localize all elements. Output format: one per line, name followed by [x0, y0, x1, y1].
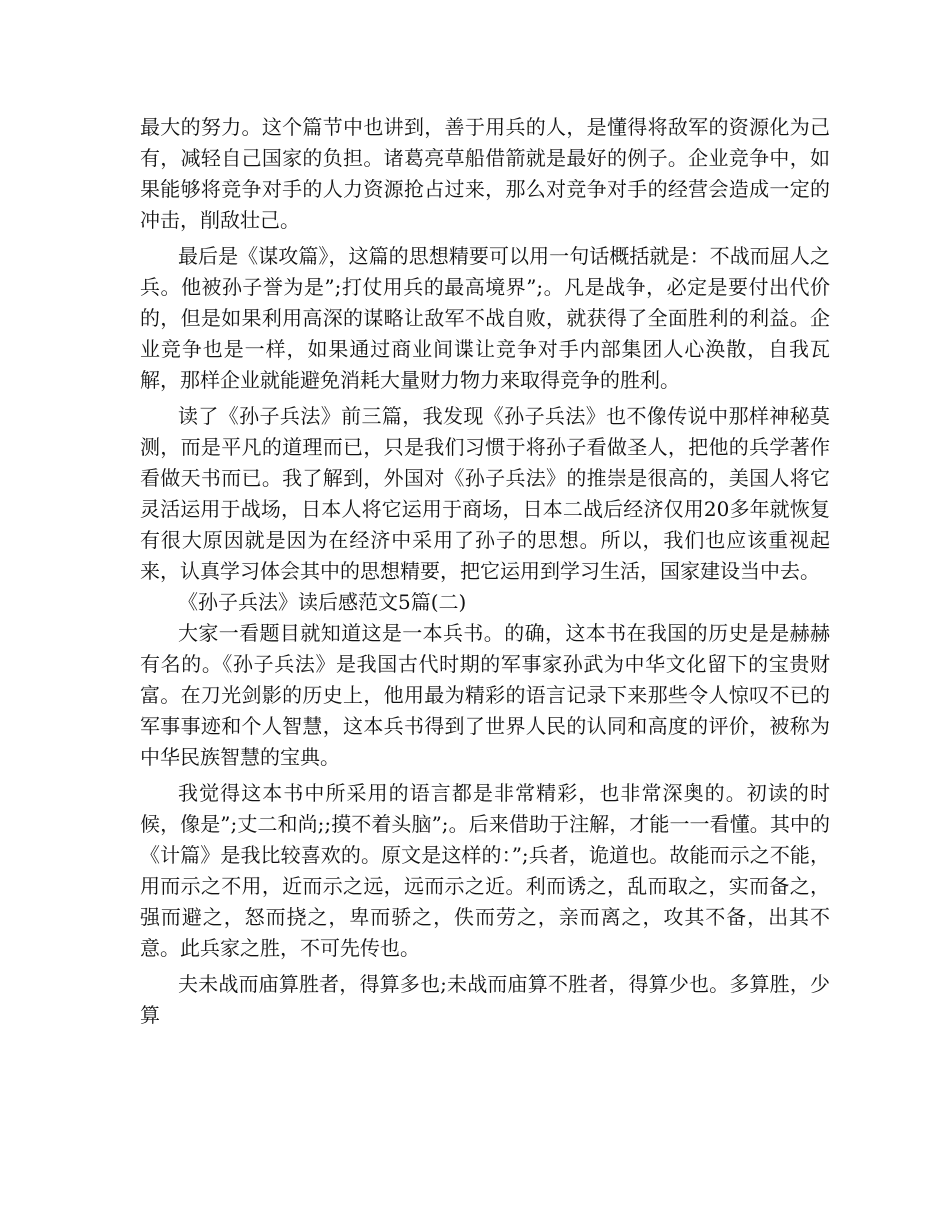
- paragraph-2: 最后是《谋攻篇》，这篇的思想精要可以用一句话概括就是：不战而屈人之兵。他被孙子誉为是”;打仗用兵的最高境界”;。凡是战争，必定是要付出代价的，但是如果利用高深的谋略让敌军不战自败，就获得了全面胜利的利益。企业竞争也是一样，如果通过商业间谍让竞争对手内部集团人心涣散，自我瓦解，那样企业就能避免消耗大量财力物力来取得竞争的胜利。: [140, 244, 830, 392]
- paragraph-4: 大家一看题目就知道这是一本兵书。的确，这本书在我国的历史是是赫赫有名的。《孙子兵法》是我国古代时期的军事家孙武为中华文化留下的宝贵财富。在刀光剑影的历史上，他用最为精彩的语言记录下来那些令人惊叹不已的军事事迹和个人智慧，这本兵书得到了世界人民的认同和高度的评价，被称为中华民族智慧的宝典。: [140, 621, 830, 769]
- paragraph-6: 夫未战而庙算胜者，得算多也;未战而庙算不胜者，得算少也。多算胜，少算: [140, 972, 830, 1027]
- paragraph-3: 读了《孙子兵法》前三篇，我发现《孙子兵法》也不像传说中那样神秘莫测，而是平凡的道理而已，只是我们习惯于将孙子看做圣人，把他的兵学著作看做天书而已。我了解到，外国对《孙子兵法》的推崇是很高的，美国人将它灵活运用于战场，日本人将它运用于商场，日本二战后经济仅用20多年就恢复有很大原因就是因为在经济中采用了孙子的思想。所以，我们也应该重视起来，认真学习体会其中的思想精要，把它运用到学习生活，国家建设当中去。: [140, 404, 830, 583]
- paragraph-5: 我觉得这本书中所采用的语言都是非常精彩，也非常深奥的。初读的时候，像是”;丈二和尚;;摸不着头脑”;。后来借助于注解，才能一一看懂。其中的《计篇》是我比较喜欢的。原文是这样的：”;兵者，诡道也。故能而示之不能，用而示之不用，近而示之远，远而示之近。利而诱之，乱而取之，实而备之，强而避之，怒而挠之，卑而骄之，佚而劳之，亲而离之，攻其不备，出其不意。此兵家之胜，不可先传也。: [140, 781, 830, 960]
- paragraph-1: 最大的努力。这个篇节中也讲到，善于用兵的人，是懂得将敌军的资源化为己有，减轻自己国家的负担。诸葛亮草船借箭就是最好的例子。企业竞争中，如果能够将竞争对手的人力资源抢占过来，那么对竞争对手的经营会造成一定的冲击，削敌壮己。: [140, 115, 830, 232]
- document-body: [140, 112, 830, 1031]
- section-heading: 《孙子兵法》读后感范文5篇(二): [178, 590, 467, 614]
